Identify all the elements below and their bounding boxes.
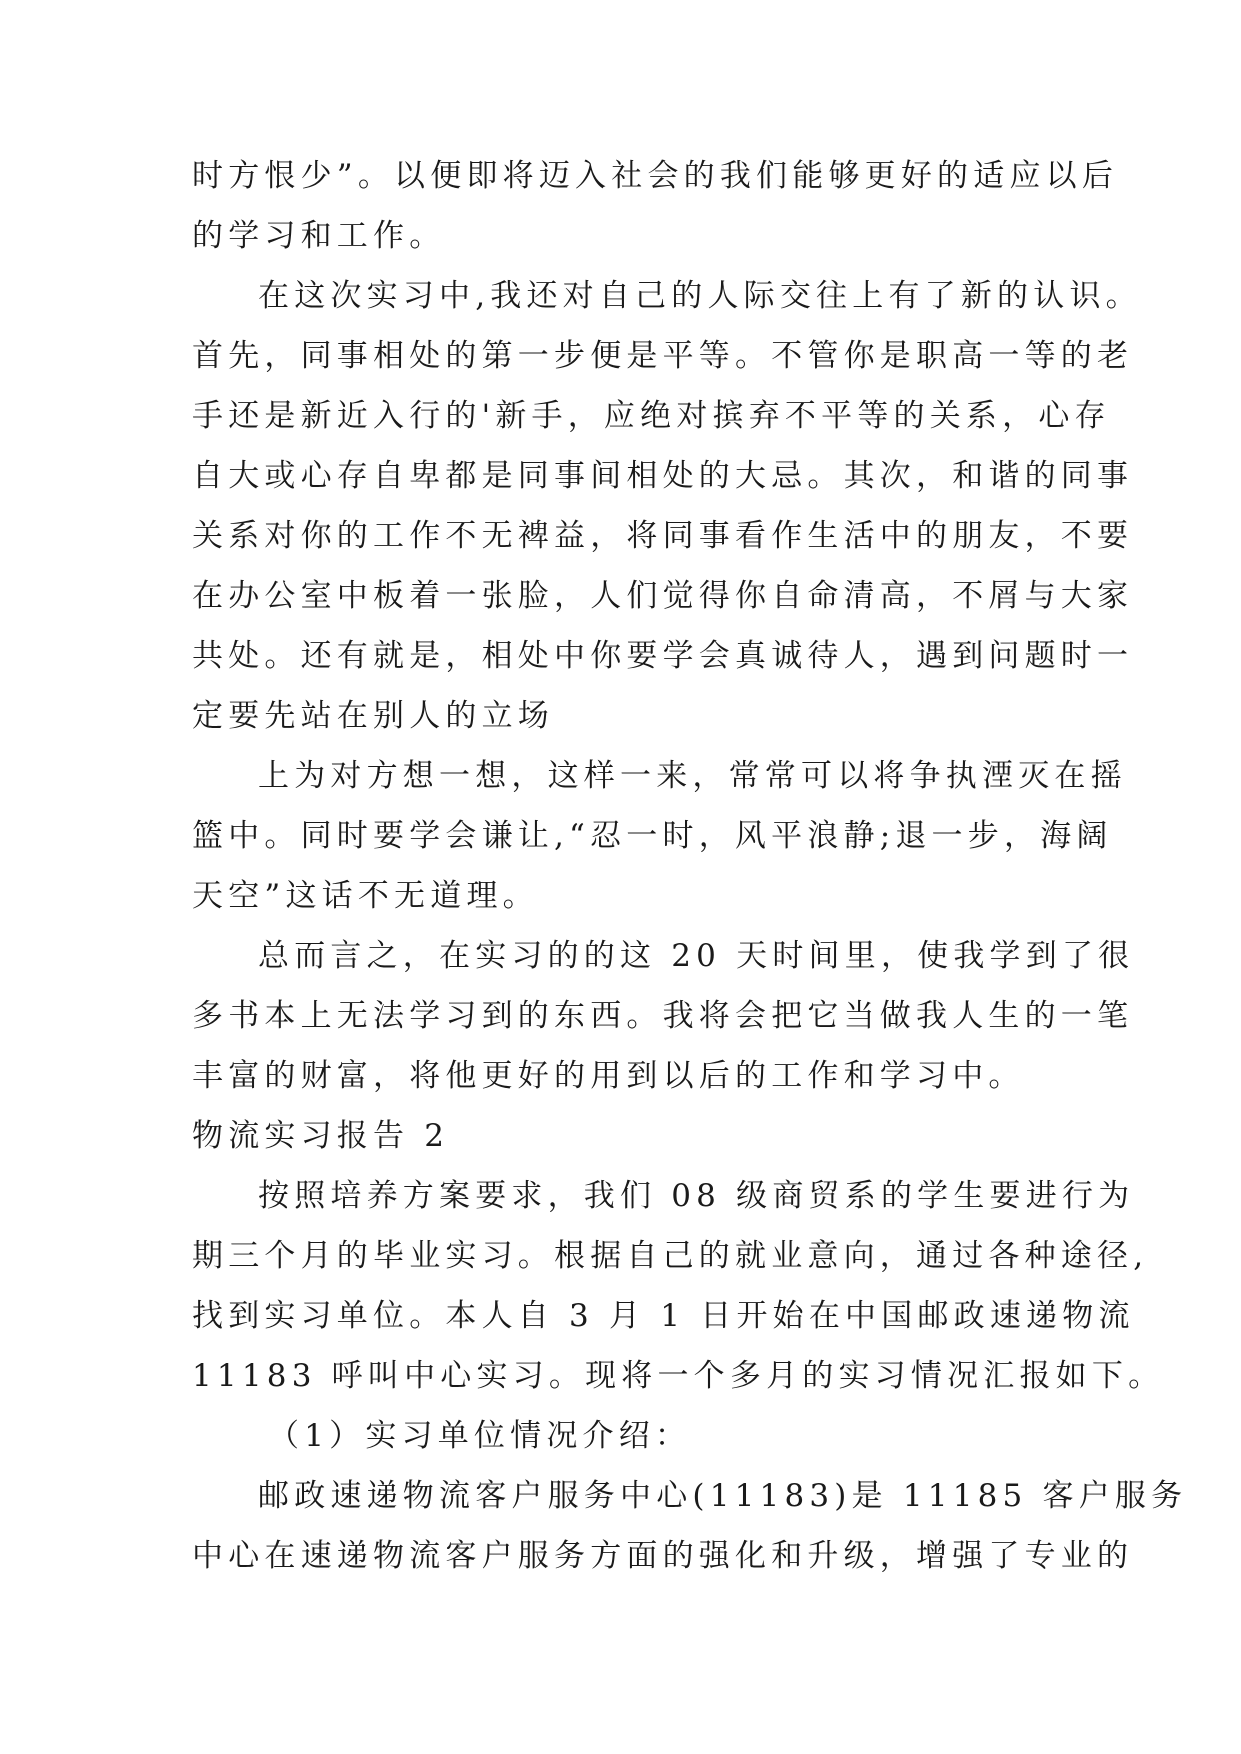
text-line: 中心在速递物流客户服务方面的强化和升级，增强了专业的 [192,1538,1134,1574]
section-heading: 物流实习报告 2 [192,1118,450,1154]
text-line: 的学习和工作。 [192,218,446,254]
paragraph-start-line: 总而言之，在实习的的这 20 天时间里，使我学到了很 [258,938,1135,974]
text-line: 首先，同事相处的第一步便是平等。不管你是职高一等的老 [192,338,1134,374]
text-line: 期三个月的毕业实习。根据自己的就业意向，通过各种途径, [192,1238,1149,1274]
text-line: 关系对你的工作不无裨益，将同事看作生活中的朋友，不要 [192,518,1134,554]
paragraph-start-line: 邮政速递物流客户服务中心(11183)是 11185 客户服务 [258,1478,1188,1514]
text-line: 天空”这话不无道理。 [192,878,539,914]
text-line: 时方恨少”。以便即将迈入社会的我们能够更好的适应以后 [192,158,1119,194]
subsection-heading: （1）实习单位情况介绍： [268,1418,692,1454]
text-line: 11183 呼叫中心实习。现将一个多月的实习情况汇报如下。 [192,1358,1165,1394]
text-line: 在办公室中板着一张脸，人们觉得你自命清高，不屑与大家 [192,578,1134,614]
text-line: 手还是新近入行的'新手，应绝对摈弃不平等的关系，心存 [192,398,1111,434]
paragraph-start-line: 上为对方想一想，这样一来，常常可以将争执湮灭在摇 [258,758,1127,794]
paragraph-start-line: 按照培养方案要求，我们 08 级商贸系的学生要进行为 [258,1178,1135,1214]
text-line: 定要先站在别人的立场 [192,698,554,734]
text-line: 篮中。同时要学会谦让,“忍一时，风平浪静;退一步，海阔 [192,818,1113,854]
text-line: 自大或心存自卑都是同事间相处的大忌。其次，和谐的同事 [192,458,1134,494]
paragraph-start-line: 在这次实习中,我还对自己的人际交往上有了新的认识。 [258,278,1142,314]
text-line: 找到实习单位。本人自 3 月 1 日开始在中国邮政速递物流 [192,1298,1135,1334]
text-line: 共处。还有就是，相处中你要学会真诚待人，遇到问题时一 [192,638,1134,674]
text-line: 多书本上无法学习到的东西。我将会把它当做我人生的一笔 [192,998,1134,1034]
text-line: 丰富的财富，将他更好的用到以后的工作和学习中。 [192,1058,1025,1094]
